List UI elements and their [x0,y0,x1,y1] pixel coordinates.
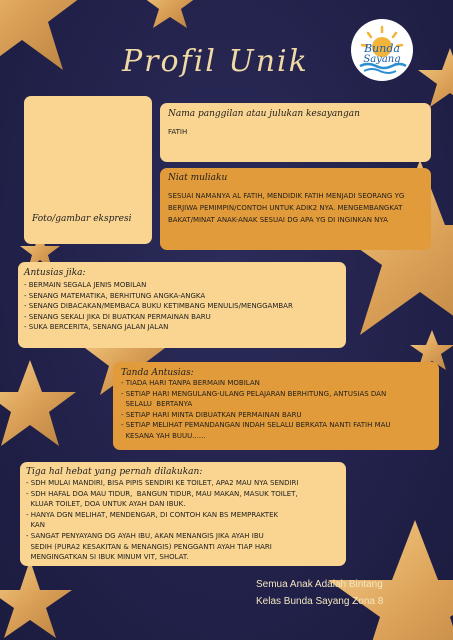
intention-label: Niat muliaku [168,173,228,183]
star-icon [0,560,72,638]
great-things-box [20,462,346,566]
intention-box [160,168,431,250]
footer-line-1: Semua Anak Adalah Bintang [256,579,383,590]
list-item: KAN [26,521,45,530]
svg-text:Sayang: Sayang [363,54,401,65]
list-item: SELALU BERTANYA [121,400,193,409]
list-item: - TIADA HARI TANPA BERMAIN MOBILAN [121,379,260,387]
list-item: KESANA YAH BUUU...... [121,431,206,440]
list-item: SEDIH (PURA2 KESAKITAN & MENANGIS) PENGGANTI AYAH TIAP HARI [26,542,272,551]
list-item: - SETIAP HARI MINTA DIBUATKAN PERMAINAN BARU [121,410,302,419]
star-icon [144,0,196,28]
star-icon [418,48,453,107]
photo-label: Foto/gambar ekspresi [32,214,132,224]
footer-line-2: Kelas Bunda Sayang Zona 8 [256,596,384,607]
list-item: - SETIAP HARI MENGULANG-ULANG PELAJARAN BERHITUNG, ANTUSIAS DAN [121,389,387,398]
nickname-value: FATIH [168,128,188,136]
list-item: MENGINGATKAN SI IBUK MINUM VIT, SHOLAT. [26,553,189,562]
nickname-label: Nama panggilan atau julukan kesayangan [168,109,360,119]
list-item: KLUAR TOILET, DOA UNTUK AYAH DAN IBUK. [26,500,186,509]
signs-label: Tanda Antusias: [121,368,194,378]
nickname-box [160,103,431,162]
list-item: - SUKA BERCERITA, SENANG JALAN JALAN [24,323,169,332]
great-things-label: Tiga hal hebat yang pernah dilakukan: [26,467,203,477]
list-item: - HANYA DGN MELIHAT, MENDENGAR, DI CONTOH KAN BS MEMPRAKTEK [26,510,279,519]
enthusiastic-box [18,262,346,348]
intention-value: SESUAI NAMANYA AL FATIH, MENDIDIK FATIH MENJADI SEORANG YG BERJIWA PEMIMPIN/CONTOH UNTUK ADIK2 NYA. MENGEMBANGKAT BAKAT/MINAT ANAK-ANAK SESUAI DG APA YG DI INGINKAN NYA [168,192,405,224]
signs-list [121,378,433,442]
photo-placeholder [24,96,152,244]
svg-text:Bunda: Bunda [364,42,400,55]
enthusiastic-list [24,280,340,333]
page-title: Profil Unik [122,44,309,79]
bunda-sayang-logo [350,18,414,82]
star-icon [0,0,88,70]
list-item: - SETIAP MELIHAT PEMANDANGAN INDAH SELALU BERKATA NANTI FATIH MAU [121,421,391,430]
list-item: - BERMAIN SEGALA JENIS MOBILAN [24,281,147,289]
list-item: - SDH MULAI MANDIRI, BISA PIPIS SENDIRI KE TOILET, APA2 MAU NYA SENDIRI [26,479,299,487]
star-icon [0,360,76,446]
list-item: - SENANG MATEMATIKA, BERHITUNG ANGKA-ANGKA [24,291,206,300]
list-item: - SENANG DIBACAKAN/MEMBACA BUKU KETIMBANG MENULIS/MENGGAMBAR [24,302,293,311]
list-item: - SENANG SEKALI JIKA DI BUATKAN PERMAINAN BARU [24,312,211,321]
great-things-list [26,478,340,563]
enthusiastic-label: Antusias jika: [24,268,86,278]
signs-box [113,362,439,450]
list-item: - SANGAT PENYAYANG DG AYAH IBU, AKAN MENANGIS JIKA AYAH IBU [26,531,264,540]
list-item: - SDH HAFAL DOA MAU TIDUR, BANGUN TIDUR, MAU MAKAN, MASUK TOILET, [26,489,298,498]
